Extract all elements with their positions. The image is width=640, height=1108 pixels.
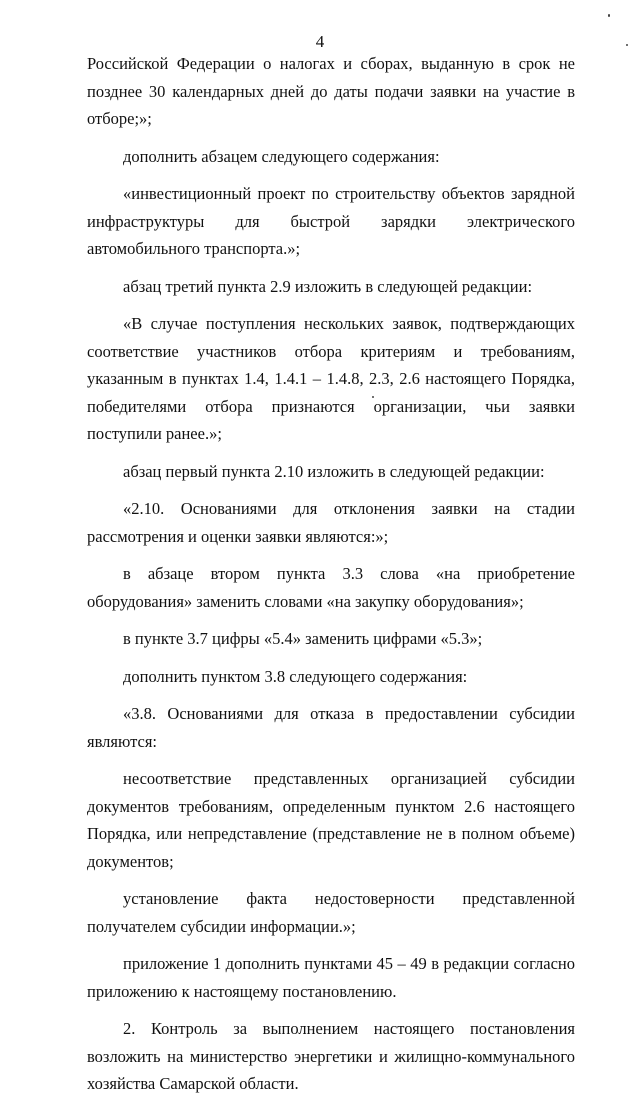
paragraph: дополнить пунктом 3.8 следующего содержания: — [123, 666, 468, 686]
paragraph: Российской Федерации о налогах и сборах, выданную в срок не позднее 30 календарных дней до даты подачи заявки на участие в отборе;»; — [87, 54, 575, 128]
paragraph: приложение 1 дополнить пунктами 45 – 49 в редакции согласно приложению к настоящему постановлению. — [87, 954, 575, 1001]
paragraph: дополнить абзацем следующего содержания: — [123, 146, 440, 166]
paragraph: «В случае поступления нескольких заявок, подтверждающих соответствие участников отбора критериям и требованиям, указанным в пунктах 1.4, 1.4.1 – 1.4.8, 2.3, 2.6 настоящего Порядка, победителями отбора признаются организации, чьи заявки поступили ранее.»; — [87, 314, 575, 443]
scan-mark — [608, 14, 610, 17]
scan-mark — [626, 44, 628, 46]
paragraph: «3.8. Основаниями для отказа в предоставлении субсидии являются: — [87, 704, 575, 751]
paragraph: абзац первый пункта 2.10 изложить в следующей редакции: — [123, 461, 545, 481]
paragraph: 2. Контроль за выполнением настоящего постановления возложить на министерство энергетики и жилищно-коммунального хозяйства Самарской области. — [87, 1019, 575, 1093]
paragraph: несоответствие представленных организацией субсидии документов требованиям, определенным пунктом 2.6 настоящего Порядка, или непредставление (представление не в полном объеме) документов; — [87, 769, 575, 871]
paragraph: «инвестиционный проект по строительству объектов зарядной инфраструктуры для быстрой зарядки электрического автомобильного транспорта.»; — [87, 184, 575, 258]
paragraph: в пункте 3.7 цифры «5.4» заменить цифрами «5.3»; — [123, 629, 483, 648]
paragraph: «2.10. Основаниями для отклонения заявки на стадии рассмотрения и оценки заявки являются:»; — [87, 499, 575, 546]
document-body — [87, 50, 575, 1108]
paragraph: абзац третий пункта 2.9 изложить в следующей редакции: — [123, 276, 533, 296]
page-number: 4 — [315, 32, 325, 51]
paragraph: в абзаце втором пункта 3.3 слова «на приобретение оборудования» заменить словами «на закупку оборудования»; — [87, 564, 575, 611]
paragraph: установление факта недостоверности представленной получателем субсидии информации.»; — [87, 889, 575, 936]
